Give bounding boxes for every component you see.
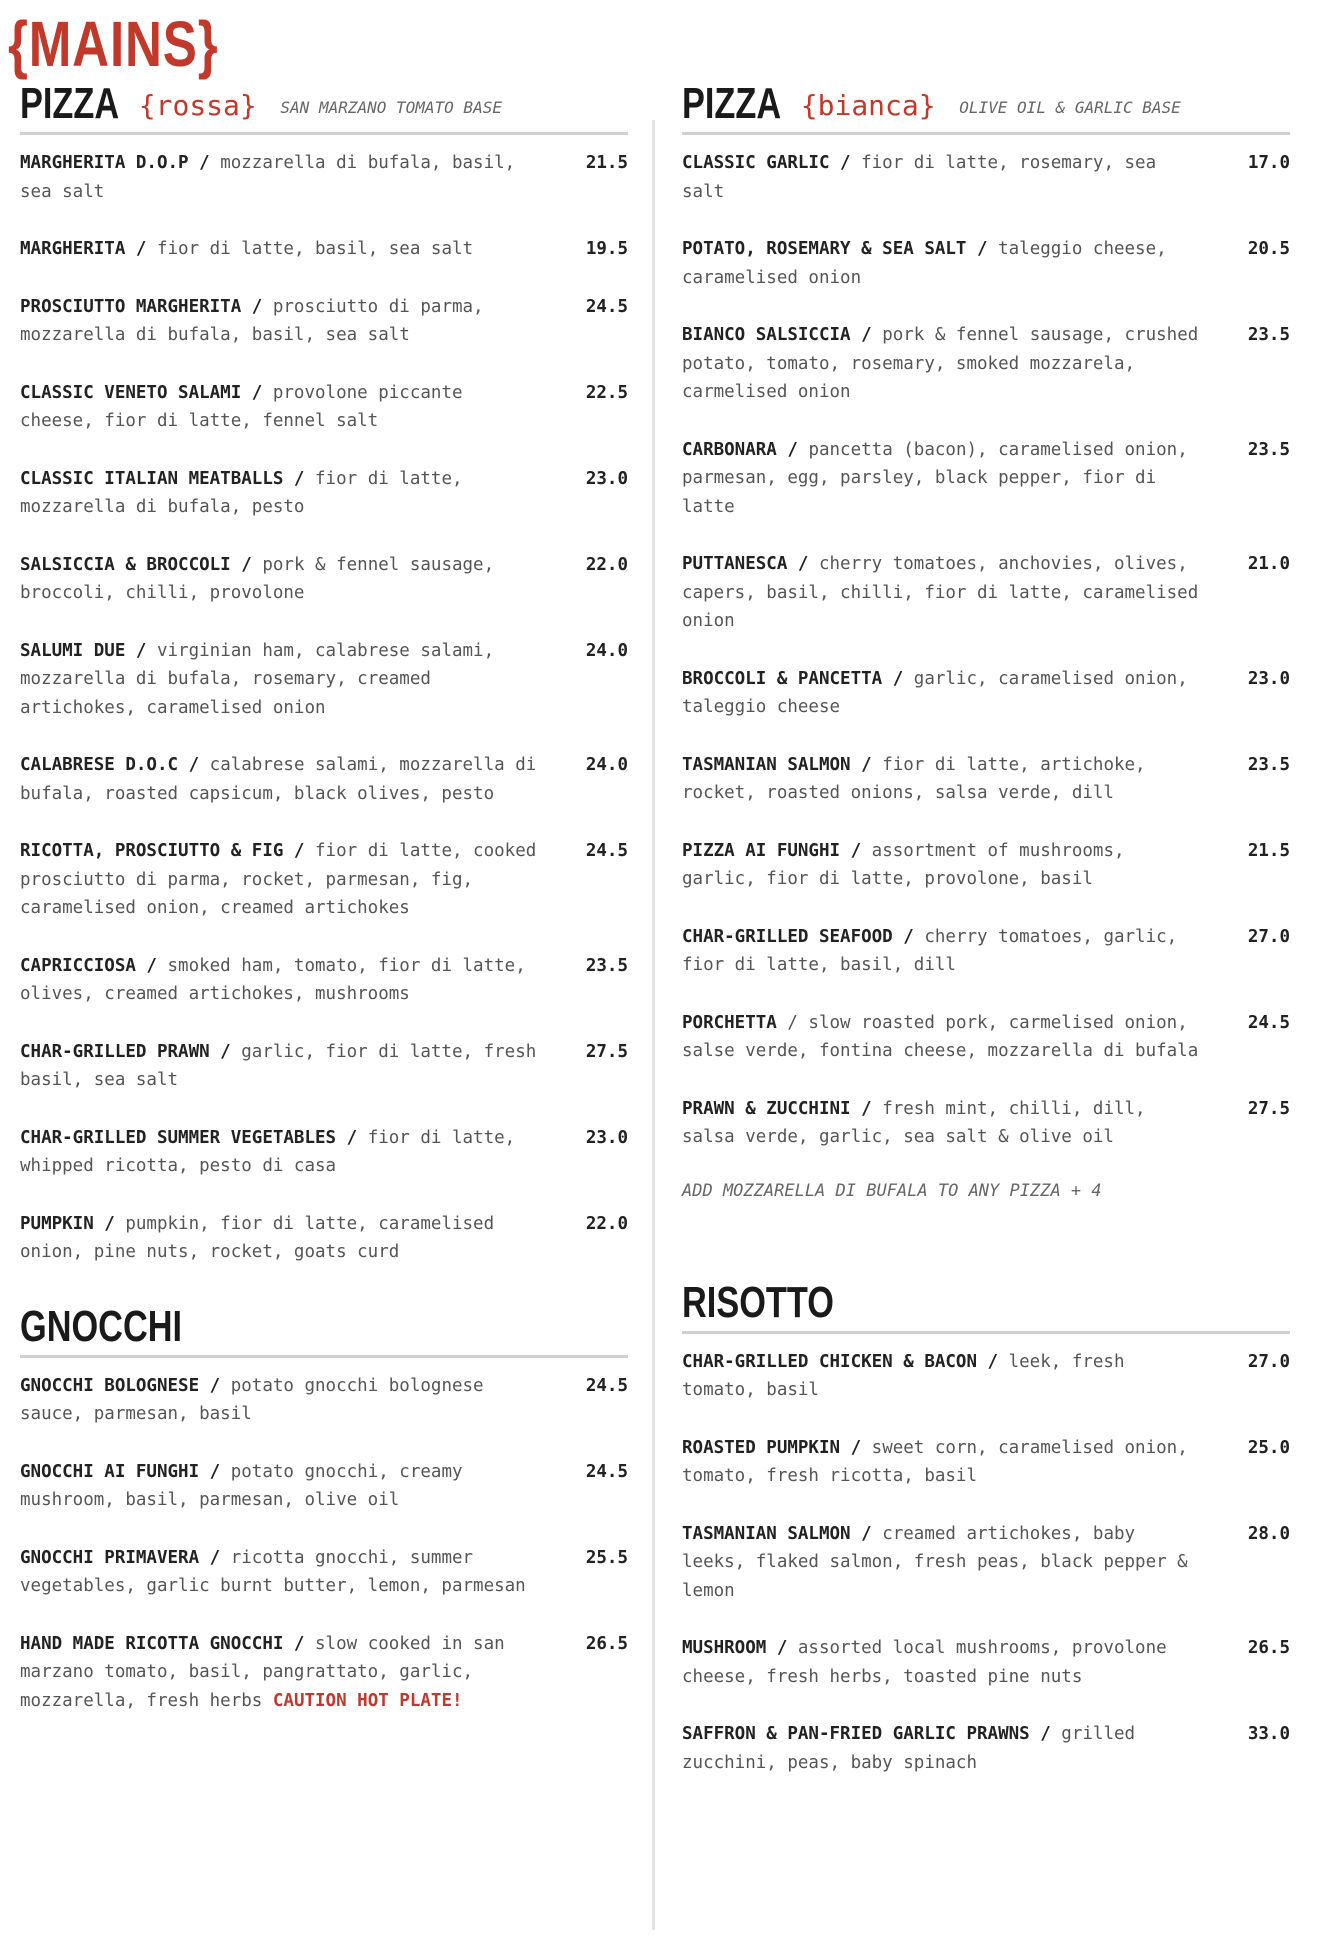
menu-title: {MAINS}	[8, 8, 219, 80]
left-column	[20, 80, 628, 1744]
item-description: assortment of mushrooms, garlic, fior di latte, provolone, basil	[682, 840, 1125, 889]
menu-item	[20, 637, 628, 723]
item-price: 27.0	[1247, 1351, 1290, 1372]
section-subtitle: {bianca}	[800, 89, 936, 122]
item-price: 27.0	[1247, 926, 1290, 947]
item-name: CHAR-GRILLED CHICKEN & BACON /	[682, 1351, 999, 1372]
menu-item	[682, 1520, 1290, 1606]
item-description: fior di latte, cooked prosciutto di parma, rocket, parmesan, fig, caramelised onion, creamed artichokes	[20, 841, 537, 918]
item-description: potato gnocchi, creamy mushroom, basil, parmesan, olive oil	[20, 1461, 463, 1510]
item-name: CHAR-GRILLED PRAWN /	[20, 1041, 231, 1062]
item-price: 25.5	[585, 1547, 628, 1568]
item-name: SALSICCIA & BROCCOLI /	[20, 554, 252, 575]
item-price: 24.5	[585, 841, 628, 861]
menu-item	[20, 293, 628, 350]
item-name: PORCHETTA	[682, 1012, 777, 1033]
item-description: calabrese salami, mozzarella di bufala, roasted capsicum, black olives, pesto	[20, 755, 537, 804]
menu-item	[20, 1210, 628, 1267]
item-price: 21.5	[1247, 840, 1290, 861]
menu-item	[20, 1038, 628, 1095]
item-price: 24.5	[585, 1375, 628, 1396]
menu-item	[20, 1544, 628, 1601]
item-description: fior di latte, basil, sea salt	[146, 239, 474, 259]
item-description: pork & fennel sausage, crushed potato, tomato, rosemary, smoked mozzarela, carmelised onion	[682, 325, 1199, 402]
item-price: 23.5	[585, 955, 628, 976]
menu-item	[20, 1372, 628, 1429]
item-description: fior di latte, rosemary, sea salt	[682, 153, 1157, 202]
section-header-pizza-bianca	[682, 80, 1290, 135]
item-name: BIANCO SALSICCIA /	[682, 325, 872, 345]
item-name: PIZZA AI FUNGHI /	[682, 840, 862, 861]
section-title: GNOCCHI	[20, 1301, 183, 1351]
item-name: PROSCIUTTO MARGHERITA /	[20, 296, 263, 317]
section-header-pizza-rossa	[20, 80, 628, 135]
item-price: 26.5	[585, 1633, 628, 1654]
item-name: PUMPKIN /	[20, 1213, 115, 1234]
menu-item	[682, 1434, 1290, 1491]
section-header-gnocchi	[20, 1303, 628, 1358]
menu-item	[20, 149, 628, 206]
item-name: GNOCCHI AI FUNGHI /	[20, 1461, 221, 1482]
menu-item	[682, 149, 1290, 206]
item-name: POTATO, ROSEMARY & SEA SALT /	[682, 239, 988, 259]
pizza-rossa-list	[20, 149, 628, 1267]
item-description: smoked ham, tomato, fior di latte, olives, creamed artichokes, mushrooms	[20, 955, 526, 1004]
menu-item	[682, 1009, 1290, 1066]
item-price: 23.0	[1247, 668, 1290, 689]
item-name: CLASSIC GARLIC /	[682, 153, 851, 173]
item-description: fior di latte, whipped ricotta, pesto di casa	[20, 1127, 516, 1176]
item-description: cherry tomatoes, garlic, fior di latte, basil, dill	[682, 926, 1178, 975]
item-description: grilled zucchini, peas, baby spinach	[682, 1724, 1136, 1773]
pizza-bianca-list	[682, 149, 1290, 1152]
item-name: CLASSIC VENETO SALAMI /	[20, 382, 263, 403]
item-name: CALABRESE D.O.C /	[20, 755, 200, 775]
item-price: 24.0	[585, 755, 628, 775]
item-price: 22.5	[585, 382, 628, 403]
item-description: garlic, caramelised onion, taleggio cheese	[682, 668, 1188, 717]
item-description: assorted local mushrooms, provolone cheese, fresh herbs, toasted pine nuts	[682, 1638, 1167, 1687]
menu-item	[682, 665, 1290, 722]
item-name: ROASTED PUMPKIN /	[682, 1437, 862, 1458]
item-name: GNOCCHI PRIMAVERA /	[20, 1547, 221, 1568]
item-description: mozzarella di bufala, basil, sea salt	[20, 153, 516, 202]
item-price: 24.5	[585, 1461, 628, 1482]
item-name: MARGHERITA /	[20, 239, 147, 259]
item-description: sweet corn, caramelised onion, tomato, fresh ricotta, basil	[682, 1437, 1188, 1486]
menu-item	[682, 1720, 1290, 1777]
item-price: 21.0	[1247, 554, 1290, 574]
section-note: SAN MARZANO TOMATO BASE	[280, 98, 502, 117]
menu-item	[20, 1458, 628, 1515]
menu-item	[682, 550, 1290, 636]
item-name: MUSHROOM /	[682, 1638, 788, 1658]
item-description: provolone piccante cheese, fior di latte, fennel salt	[20, 382, 463, 431]
item-price: 24.5	[585, 296, 628, 317]
item-price: 22.0	[585, 554, 628, 575]
item-name: CHAR-GRILLED SUMMER VEGETABLES /	[20, 1127, 358, 1148]
menu-item	[682, 436, 1290, 522]
item-price: 26.5	[1247, 1638, 1290, 1658]
item-price: 23.5	[1247, 439, 1290, 460]
menu-item	[20, 1124, 628, 1181]
risotto-list	[682, 1348, 1290, 1778]
menu-item	[20, 235, 628, 264]
item-name: CHAR-GRILLED SEAFOOD /	[682, 926, 914, 947]
item-price: 22.0	[585, 1213, 628, 1234]
section-title: PIZZA	[20, 79, 120, 128]
item-description: pumpkin, fior di latte, caramelised onion, pine nuts, rocket, goats curd	[20, 1213, 495, 1262]
gnocchi-list	[20, 1372, 628, 1716]
menu-item	[682, 923, 1290, 980]
menu-item	[20, 952, 628, 1009]
item-name: SALUMI DUE /	[20, 640, 147, 661]
item-description: fior di latte, mozzarella di bufala, pesto	[20, 468, 463, 517]
item-price: 24.5	[1247, 1012, 1290, 1033]
menu-item	[20, 751, 628, 808]
item-description: taleggio cheese, caramelised onion	[682, 239, 1167, 288]
item-price: 27.5	[1247, 1098, 1290, 1119]
item-price: 28.0	[1247, 1523, 1290, 1544]
item-name: MARGHERITA D.O.P /	[20, 153, 210, 173]
item-name: TASMANIAN SALMON /	[682, 754, 872, 775]
section-title: PIZZA	[682, 79, 782, 128]
item-description: fresh mint, chilli, dill, salsa verde, garlic, sea salt & olive oil	[682, 1098, 1146, 1147]
item-description: potato gnocchi bolognese sauce, parmesan, basil	[20, 1375, 484, 1424]
right-column	[682, 80, 1290, 1806]
item-name: TASMANIAN SALMON /	[682, 1523, 872, 1544]
section-title: RISOTTO	[682, 1277, 834, 1327]
item-name: CARBONARA /	[682, 439, 798, 460]
item-description: garlic, fior di latte, fresh basil, sea salt	[20, 1041, 537, 1090]
column-divider	[652, 120, 655, 1930]
item-price: 25.0	[1247, 1437, 1290, 1458]
item-price: 23.5	[1247, 325, 1290, 345]
item-name: CAPRICCIOSA /	[20, 955, 157, 976]
section-subtitle: {rossa}	[138, 89, 257, 122]
menu-item	[682, 837, 1290, 894]
item-price: 23.5	[1247, 754, 1290, 775]
item-price: 23.0	[585, 468, 628, 489]
menu-item	[20, 465, 628, 522]
section-note: OLIVE OIL & GARLIC BASE	[959, 98, 1181, 117]
item-description: prosciutto di parma, mozzarella di bufala, basil, sea salt	[20, 296, 484, 345]
item-description: cherry tomatoes, anchovies, olives, capers, basil, chilli, fior di latte, caramelised onion	[682, 554, 1199, 631]
item-description: pork & fennel sausage, broccoli, chilli, provolone	[20, 554, 495, 603]
item-price: 19.5	[585, 239, 628, 259]
item-price: 20.5	[1247, 239, 1290, 259]
menu-item	[20, 379, 628, 436]
menu-item	[20, 551, 628, 608]
item-name: SAFFRON & PAN-FRIED GARLIC PRAWNS /	[682, 1724, 1051, 1744]
item-name: CLASSIC ITALIAN MEATBALLS /	[20, 468, 305, 489]
caution-note: CAUTION HOT PLATE!	[272, 1690, 463, 1711]
item-description: ricotta gnocchi, summer vegetables, garlic burnt butter, lemon, parmesan	[20, 1547, 526, 1596]
item-price: 17.0	[1247, 153, 1290, 173]
item-description: leek, fresh tomato, basil	[682, 1351, 1125, 1400]
item-description: / slow roasted pork, carmelised onion, salse verde, fontina cheese, mozzarella di bufala	[682, 1012, 1199, 1061]
menu-item	[682, 1095, 1290, 1152]
item-name: RICOTTA, PROSCIUTTO & FIG /	[20, 841, 305, 861]
item-price: 21.5	[585, 153, 628, 173]
item-name: HAND MADE RICOTTA GNOCCHI /	[20, 1633, 305, 1654]
menu-item	[682, 235, 1290, 292]
item-name: BROCCOLI & PANCETTA /	[682, 668, 904, 689]
item-name: PRAWN & ZUCCHINI /	[682, 1098, 872, 1119]
section-header-risotto	[682, 1279, 1290, 1334]
item-description: slow cooked in san marzano tomato, basil, pangrattato, garlic, mozzarella, fresh herbs	[20, 1633, 505, 1711]
menu-item	[682, 1348, 1290, 1405]
item-name: PUTTANESCA /	[682, 554, 809, 574]
addon-note: ADD MOZZARELLA DI BUFALA TO ANY PIZZA + 4	[682, 1180, 1102, 1201]
menu-item	[682, 751, 1290, 808]
item-description: pancetta (bacon), caramelised onion, parmesan, egg, parsley, black pepper, fior di latte	[682, 439, 1188, 517]
item-price: 23.0	[585, 1127, 628, 1148]
item-price: 33.0	[1247, 1724, 1290, 1744]
item-description: fior di latte, artichoke, rocket, roasted onions, salsa verde, dill	[682, 754, 1146, 803]
item-description: virginian ham, calabrese salami, mozzarella di bufala, rosemary, creamed artichokes, caramelised onion	[20, 640, 495, 718]
item-price: 24.0	[585, 640, 628, 661]
item-price: 27.5	[585, 1041, 628, 1062]
menu-item	[20, 1630, 628, 1716]
item-name: GNOCCHI BOLOGNESE /	[20, 1375, 221, 1396]
menu-item	[682, 1634, 1290, 1691]
item-description: creamed artichokes, baby leeks, flaked salmon, fresh peas, black pepper & lemon	[682, 1523, 1188, 1601]
menu-item	[20, 837, 628, 923]
menu-item	[682, 321, 1290, 407]
